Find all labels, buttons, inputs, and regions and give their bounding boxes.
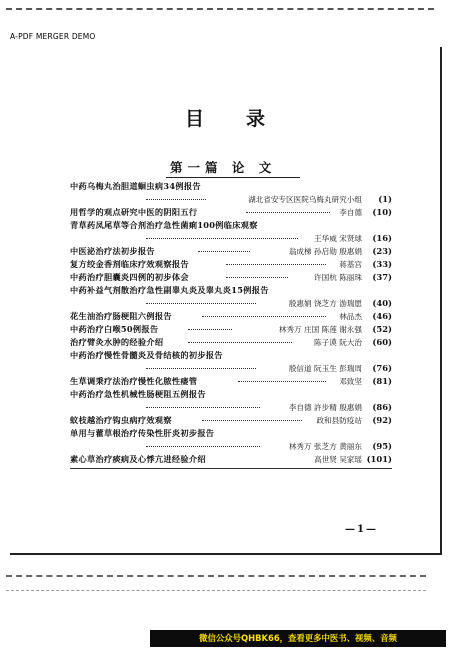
leader-dots xyxy=(146,199,206,200)
toc-entry-title: 青草药凤尾草等合剂治疗急性菌痢100例临床观察 xyxy=(70,220,258,230)
toc-entry-title: 治疗臂灸水肿的经验介绍 xyxy=(70,337,164,347)
toc-entry-title: 中药治疗慢性骨髓炎及骨结核的初步报告 xyxy=(70,350,223,360)
toc-entry[interactable] xyxy=(70,414,392,427)
toc-entry[interactable] xyxy=(70,349,392,362)
leader-dots xyxy=(202,316,326,317)
toc-entry-title: 中药补益气剂散治疗急性副睾丸炎及睾丸炎15例报告 xyxy=(70,285,269,295)
toc-entry-page: (33) xyxy=(372,259,392,269)
toc-entry[interactable] xyxy=(70,297,392,310)
leader-dots xyxy=(146,407,260,408)
toc-entry-title: 生草调秉疗法治疗慢性化脓性瘘管 xyxy=(70,376,198,386)
page-title: 目录 xyxy=(184,108,307,130)
toc-entry[interactable] xyxy=(70,310,392,323)
toc-entry-page: (92) xyxy=(372,415,392,425)
toc-entry-page: (52) xyxy=(372,324,392,334)
toc-entry[interactable] xyxy=(70,336,392,349)
toc-entry-author: 高世贤 吴家瑶 xyxy=(314,455,362,464)
toc-entry-title: 用哲学的观点研究中医的阴阳五行 xyxy=(70,207,198,217)
toc-entry-page: (76) xyxy=(372,363,392,373)
bottom-scan-border xyxy=(6,575,426,577)
pdf-watermark: A-PDF MERGER DEMO xyxy=(10,32,96,41)
leader-dots xyxy=(238,381,326,382)
toc-entry-author: 邓致坚 xyxy=(339,377,362,386)
toc-entry[interactable] xyxy=(70,323,392,336)
leader-dots xyxy=(202,420,302,421)
toc-entry-title: 素心草治疗痰病及心悸亢进经验介绍 xyxy=(70,454,206,464)
leader-dots xyxy=(146,368,256,369)
toc-entry[interactable] xyxy=(70,453,392,466)
leader-dots xyxy=(246,212,330,213)
toc-entry[interactable] xyxy=(70,258,392,271)
toc-entry[interactable] xyxy=(70,271,392,284)
top-scan-border xyxy=(6,8,434,10)
page-number: —1— xyxy=(345,524,378,535)
toc-entry[interactable] xyxy=(70,219,392,232)
toc-entry-page: (101) xyxy=(366,454,392,464)
bottom-scan-border-2 xyxy=(6,590,426,591)
leader-dots xyxy=(198,251,250,252)
toc-entry-page: (37) xyxy=(372,272,392,282)
toc-entry[interactable] xyxy=(70,362,392,375)
promo-banner[interactable]: 微信公众号QHBK66，查看更多中医书、视频、音频 xyxy=(150,630,446,647)
toc-entry-title: 中药治疗白喉50例报告 xyxy=(70,324,159,334)
toc-entry-title: 中医泌治疗法初步报告 xyxy=(70,246,155,256)
toc-entry-title: 中药乌梅丸治胆道蛔虫病34例报告 xyxy=(70,181,201,191)
toc-entry[interactable] xyxy=(70,401,392,414)
toc-entry-page: (23) xyxy=(372,246,392,256)
toc-entry[interactable] xyxy=(70,375,392,388)
toc-entry-author: 许国杭 陈丽珠 xyxy=(314,273,362,282)
toc-entry-author: 政和县防疫站 xyxy=(316,416,362,425)
toc-entry-page: (16) xyxy=(372,233,392,243)
toc-entry-author: 林品杰 xyxy=(339,312,362,321)
leader-dots xyxy=(188,342,292,343)
toc-entry-title: 花生油治疗肠梗阻六例报告 xyxy=(70,311,172,321)
toc-entry[interactable] xyxy=(70,180,392,193)
toc-entry-author: 湖北省安专区医院乌梅丸研究小组 xyxy=(248,195,362,204)
leader-dots xyxy=(226,264,326,265)
toc-entry-title: 中药治疗急性机械性肠梗阻五例报告 xyxy=(70,389,206,399)
leader-dots xyxy=(226,277,288,278)
leader-dots xyxy=(146,446,260,447)
toc-entry-author: 王华威 宋贤球 xyxy=(314,234,362,243)
part-underline xyxy=(166,177,300,178)
table-of-contents xyxy=(70,180,392,466)
toc-entry[interactable] xyxy=(70,427,392,440)
toc-entry-title: 单用与藿草根治疗传染性肝炎初步报告 xyxy=(70,428,215,438)
toc-entry-author: 林秀万 庄国 陈莲 谢永强 xyxy=(278,325,362,334)
toc-entry-page: (1) xyxy=(378,194,392,204)
leader-dots xyxy=(146,238,298,239)
toc-entry-page: (10) xyxy=(372,207,392,217)
toc-entry-title: 蚊枝越治疗钩虫病疗效观察 xyxy=(70,415,172,425)
part-title: 第一篇 论 文 xyxy=(170,160,277,175)
leader-dots xyxy=(188,329,232,330)
toc-entry[interactable] xyxy=(70,440,392,453)
toc-entry[interactable] xyxy=(70,193,392,206)
toc-entry-author: 殷信道 阮玉生 彭瑞周 xyxy=(288,364,362,373)
toc-entry-page: (60) xyxy=(372,337,392,347)
toc-entry-author: 李自德 xyxy=(339,208,362,217)
toc-entry[interactable] xyxy=(70,388,392,401)
toc-entry-author: 殷惠娟 饶芝方 游瑞愿 xyxy=(288,299,362,308)
toc-entry-page: (95) xyxy=(372,441,392,451)
toc-entry-author: 林秀万 张芝方 黄丽东 xyxy=(288,442,362,451)
toc-entry-title: 复方绞金香剂临床疗效观察报告 xyxy=(70,259,189,269)
toc-entry[interactable] xyxy=(70,206,392,219)
toc-entry-author: 李自德 許步精 殷惠娟 xyxy=(288,403,362,412)
toc-entry[interactable] xyxy=(70,245,392,258)
toc-entry-page: (40) xyxy=(372,298,392,308)
toc-entry-author: 蒋基宫 xyxy=(339,260,362,269)
toc-entry[interactable] xyxy=(70,232,392,245)
toc-bottom-rule xyxy=(70,468,392,469)
toc-entry-page: (81) xyxy=(372,376,392,386)
toc-entry-page: (86) xyxy=(372,402,392,412)
toc-entry-page: (46) xyxy=(372,311,392,321)
leader-dots xyxy=(146,303,256,304)
toc-entry-author: 陈子谟 阮大治 xyxy=(314,338,362,347)
toc-entry[interactable] xyxy=(70,284,392,297)
toc-entry-title: 中药治疗胆囊炎四例的初步体会 xyxy=(70,272,189,282)
toc-entry-author: 翁成梯 孙启勋 殷惠娟 xyxy=(288,247,362,256)
